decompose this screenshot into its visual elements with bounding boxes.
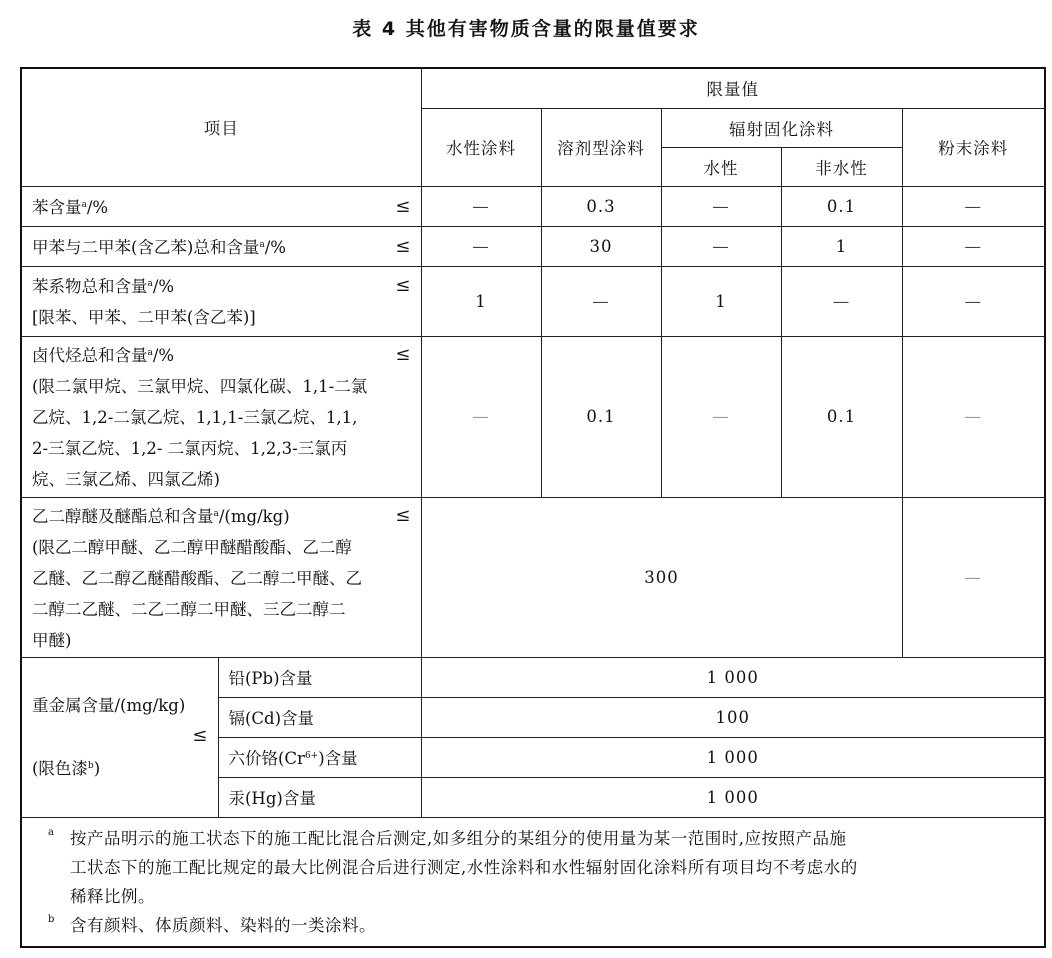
- value-cell: —: [902, 497, 1045, 657]
- heavy-metal-label: 重金属含量/(mg/kg) ≤ (限色漆$^b$): [21, 657, 218, 817]
- value-cell: —: [661, 336, 781, 497]
- header-limit: 限量值: [421, 68, 1045, 108]
- value-cell: —: [902, 266, 1045, 336]
- item-cell: 甲苯与二甲苯(含乙苯)总和含量$^a$/% ≤: [21, 226, 421, 266]
- metal-name: 铅(Pb)含量: [218, 657, 421, 697]
- header-water: 水性涂料: [421, 108, 541, 186]
- header-row-1: [21, 68, 1045, 108]
- item-cell: 卤代烃总和含量$^a$/% ≤ (限二氯甲烷、三氯甲烷、四氯化碳、1,1-二氯 乙烷、1,2-二氯乙烷、1,1,1-三氯乙烷、1,1, 2-三氯乙烷、1,2- 二氯丙烷、1,2,3-三氯丙 烷、三氯乙烯、四氯乙烯): [21, 336, 421, 497]
- notes-row: [21, 817, 1045, 947]
- value-cell: —: [661, 226, 781, 266]
- header-item: 项目: [21, 68, 421, 186]
- value-cell: 1: [661, 266, 781, 336]
- value-cell: —: [661, 186, 781, 226]
- value-cell: 0.3: [541, 186, 661, 226]
- table-row: [21, 186, 1045, 226]
- metal-value: 100: [421, 697, 1045, 737]
- header-powder: 粉末涂料: [902, 108, 1045, 186]
- value-cell: —: [902, 336, 1045, 497]
- header-solvent: 溶剂型涂料: [541, 108, 661, 186]
- value-cell: —: [902, 226, 1045, 266]
- metal-name: 镉(Cd)含量: [218, 697, 421, 737]
- table-row: [21, 336, 1045, 497]
- table-title: 表 4 其他有害物质含量的限量值要求: [352, 18, 700, 40]
- value-cell: 30: [541, 226, 661, 266]
- value-cell: —: [421, 186, 541, 226]
- value-cell: —: [541, 266, 661, 336]
- value-cell: 0.1: [781, 336, 902, 497]
- value-cell: 1: [421, 266, 541, 336]
- table-row: [21, 226, 1045, 266]
- footnote-a: a 按产品明示的施工状态下的施工配比混合后测定,如多组分的某组分的使用量为某一范围时,应按照产品施 工状态下的施工配比规定的最大比例混合后进行测定,水性涂料和水性辐射固化涂料所有项目均不考虑水的 稀释比例。: [48, 826, 858, 906]
- value-cell-merged: 300: [421, 497, 902, 657]
- item-cell: 苯系物总和含量$^a$/% ≤ [限苯、甲苯、二甲苯(含乙苯)]: [21, 266, 421, 336]
- metal-value: 1 000: [421, 777, 1045, 817]
- value-cell: —: [902, 186, 1045, 226]
- header-rad-nonwater: 非水性: [781, 147, 902, 186]
- table-row: [21, 497, 1045, 657]
- header-radiation: 辐射固化涂料: [661, 108, 902, 147]
- metal-value: 1 000: [421, 737, 1045, 777]
- metal-name: 汞(Hg)含量: [218, 777, 421, 817]
- metal-name: 六价铬$(Cr^{6+})$含量: [218, 737, 421, 777]
- value-cell: 1: [781, 226, 902, 266]
- item-cell: 乙二醇醚及醚酯总和含量$^a$/(mg/kg) ≤ (限乙二醇甲醚、乙二醇甲醚醋酸酯、乙二醇 乙醚、乙二醇乙醚醋酸酯、乙二醇二甲醚、乙 二醇二乙醚、二乙二醇二甲醚、三乙二醇二 甲醚): [21, 497, 421, 657]
- value-cell: —: [421, 336, 541, 497]
- value-cell: —: [781, 266, 902, 336]
- header-rad-water: 水性: [661, 147, 781, 186]
- footnote-b: b 含有颜料、体质颜料、染料的一类涂料。: [48, 913, 376, 935]
- item-cell: 苯含量$^a$/% ≤: [21, 186, 421, 226]
- footnotes: [21, 817, 1045, 947]
- table-row: [21, 657, 1045, 697]
- value-cell: —: [421, 226, 541, 266]
- value-cell: 0.1: [781, 186, 902, 226]
- limit-table: [20, 67, 1046, 948]
- table-row: [21, 266, 1045, 336]
- metal-value: 1 000: [421, 657, 1045, 697]
- value-cell: 0.1: [541, 336, 661, 497]
